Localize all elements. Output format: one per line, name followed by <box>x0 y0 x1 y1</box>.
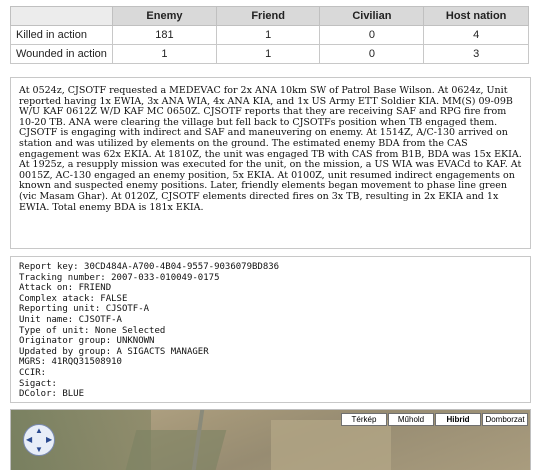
table-row <box>11 45 529 64</box>
killed-enemy-cell: 181 <box>113 26 217 45</box>
detail-complex-attack: Complex atack: FALSE <box>19 293 128 304</box>
pan-left-icon[interactable]: ◀ <box>26 435 33 444</box>
wounded-civilian-cell: 0 <box>320 45 424 64</box>
row-label-wounded: Wounded in action <box>11 45 113 64</box>
detail-reporting-unit: Reporting unit: CJSOTF-A <box>19 304 150 315</box>
detail-originator-group: Originator group: UNKNOWN <box>19 336 155 347</box>
pan-up-icon[interactable]: ▲ <box>35 426 43 435</box>
table-row <box>11 26 529 45</box>
header-civilian: Civilian <box>320 7 424 26</box>
detail-type-of-unit: Type of unit: None Selected <box>19 325 166 336</box>
report-details <box>10 256 531 403</box>
wounded-friend-cell: 1 <box>216 45 320 64</box>
killed-host-nation-cell: 4 <box>424 26 529 45</box>
detail-mgrs: MGRS: 41RQQ31508910 <box>19 357 122 368</box>
map-terrain <box>271 420 391 470</box>
header-enemy: Enemy <box>113 7 217 26</box>
detail-updated-by-group: Updated by group: A SIGACTS MANAGER <box>19 346 209 357</box>
map-pan-control[interactable] <box>23 424 55 456</box>
wounded-host-nation-cell: 3 <box>424 45 529 64</box>
casualty-table-header <box>11 7 529 26</box>
map-type-terrain-button[interactable]: Domborzat <box>482 413 528 426</box>
casualty-table <box>10 6 529 64</box>
detail-unit-name: Unit name: CJSOTF-A <box>19 314 122 325</box>
header-friend: Friend <box>216 7 320 26</box>
satellite-map[interactable] <box>10 409 531 470</box>
header-blank <box>11 7 113 26</box>
killed-friend-cell: 1 <box>216 26 320 45</box>
detail-dcolor: DColor: BLUE <box>19 389 85 400</box>
header-host-nation: Host nation <box>424 7 529 26</box>
detail-attack-on: Attack on: FRIEND <box>19 283 112 294</box>
map-type-map-button[interactable]: Térkép <box>341 413 387 426</box>
wounded-enemy-cell: 1 <box>113 45 217 64</box>
detail-sigact: Sigact: <box>19 378 57 389</box>
map-type-selector <box>340 413 528 426</box>
row-label-killed: Killed in action <box>11 26 113 45</box>
map-terrain <box>126 430 227 470</box>
map-type-satellite-button[interactable]: Műhold <box>388 413 434 426</box>
detail-ccir: CCIR: <box>19 367 47 378</box>
killed-civilian-cell: 0 <box>320 26 424 45</box>
detail-report-key: Report key: 30CD484A-A700-4B04-9557-9036079BD836 <box>19 262 280 272</box>
pan-right-icon[interactable]: ▶ <box>46 435 53 444</box>
detail-tracking-number: Tracking number: 2007-033-010049-0175 <box>19 272 220 283</box>
pan-down-icon[interactable]: ▼ <box>35 445 43 454</box>
map-type-hybrid-button[interactable]: Hibrid <box>435 413 481 426</box>
narrative-summary: At 0524z, CJSOTF requested a MEDEVAC for 2x ANA 10km SW of Patrol Base Wilson. At 0624z, Unit reported having 1x EWIA, 3x ANA WIA, 4x ANA KIA, and 1x US Army ETT Soldier KIA. MM(S) 09-09B W/U KAF 0612Z W/D KAF MC 0650Z. CJSOTF reports that they are receiving SAF and RPG fire from 10-20 TB. ANA were clearing the village but fell back to CJSOTFs position when TB engaged them. CJSOTF is engaging with indirect and SAF and maneuvering on enemy. At 1514Z, A/C-130 arrived on station and was utilized by elements on the ground. The estimated enemy BDA from the CAS engagement was 62x EKIA. At 1810Z, the unit was engaged TB with CAS from B1B, BDA was 15x EKIA. At 1925z, a resupply mission was executed for the unit, on the mission, a US WIA was EVACd to KAF. At 0015Z, AC-130 engaged an enemy position, 5x EKIA. At 0100Z, unit resumed indirect engagements on known and suspected enemy positions. Later, friendly elements began movement to phase line green (vic Masam Ghar). At 0120Z, CJSOTF elements directed fires on 3x TB, resulting in 2x EKIA and 1x EWIA. Total enemy BDA is 181x EKIA. <box>10 77 531 249</box>
